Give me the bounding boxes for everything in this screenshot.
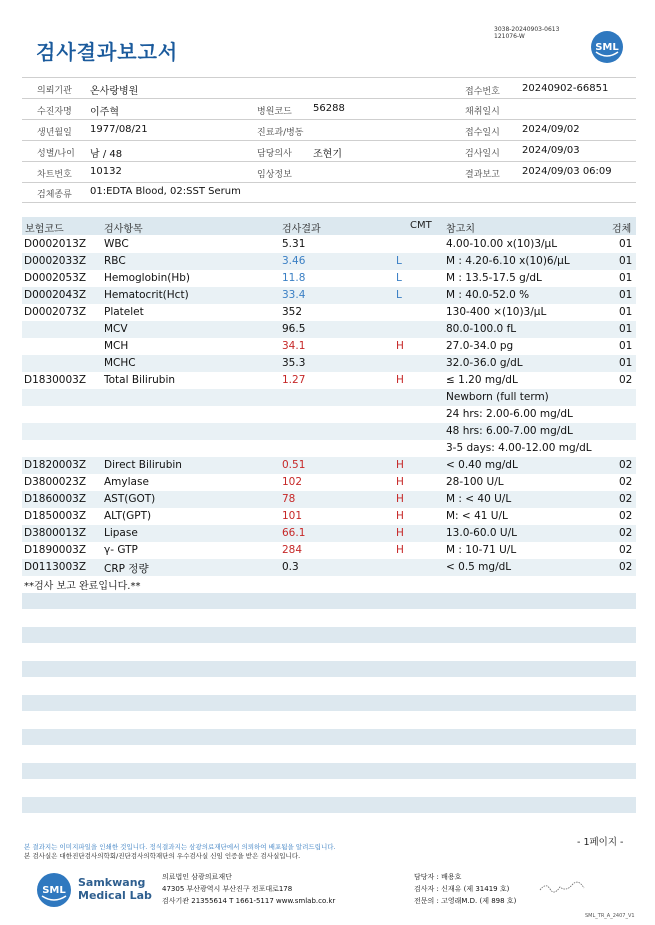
staff-manager: 담당자 : 배용호: [414, 873, 462, 881]
institution-value: 온사랑병원: [90, 86, 139, 97]
form-code: SML_TR_A_2407_V1: [585, 913, 635, 919]
cell-code: D0113003Z: [24, 561, 87, 573]
sex-age-label: 성별/나이: [37, 149, 75, 159]
cell-specimen: 01: [619, 272, 633, 284]
hospital-code-label: 병원코드: [257, 107, 292, 117]
cell-ref: 3-5 days: 4.00-12.00 mg/dL: [446, 442, 592, 454]
cell-ref: < 0.5 mg/dL: [446, 561, 512, 573]
cell-specimen: 02: [619, 493, 633, 505]
institution-label: 의뢰기관: [37, 86, 72, 96]
staff-tester: 검사자 : 신재유 (제 31419 호): [414, 885, 510, 893]
patient-value: 이주혁: [90, 107, 119, 118]
hospital-code-value: 56288: [313, 103, 345, 114]
cell-specimen: 01: [619, 289, 633, 301]
notice-image: 본 결과지는 이미지파일을 인쇄한 것입니다. 정식결과지는 삼광의료재단에서 의뢰하여 배포됨을 알려드립니다.: [24, 843, 336, 851]
cell-flag: H: [396, 527, 404, 539]
cell-ref: 13.0-60.0 U/L: [446, 527, 517, 539]
cell-item: ALT(GPT): [104, 510, 152, 522]
document-id: 3038-20240903-0613 121076-W: [494, 26, 560, 40]
cell-ref: 32.0-36.0 g/dL: [446, 357, 523, 369]
cell-item: Hemoglobin(Hb): [104, 272, 191, 284]
cell-code: D0002053Z: [24, 272, 87, 284]
notice-accreditation: 본 검사실은 대한진단검사의학회/진단검사의학재단의 우수검사실 신임 인증을 받은 검사실입니다.: [24, 852, 301, 860]
report-date-value: 2024/09/03 06:09: [522, 166, 612, 177]
cell-flag: H: [396, 340, 404, 352]
cell-item: MCH: [104, 340, 129, 352]
cell-specimen: 02: [619, 544, 633, 556]
cell-ref: M : 10-71 U/L: [446, 544, 517, 556]
cell-code: D3800013Z: [24, 527, 87, 539]
cell-item: Lipase: [104, 527, 138, 539]
empty-row-band: [22, 627, 636, 643]
cell-specimen: 02: [619, 527, 633, 539]
cell-result: 11.8: [282, 272, 306, 284]
col-cmt-header: CMT: [410, 220, 432, 231]
cell-item: Total Bilirubin: [104, 374, 176, 386]
brand-name: Samkwang Medical Lab: [78, 876, 152, 902]
cell-code: D1830003Z: [24, 374, 87, 386]
cell-ref: 27.0-34.0 pg: [446, 340, 514, 352]
cell-code: D3800023Z: [24, 476, 87, 488]
cell-ref: 4.00-10.00 x(10)3/μL: [446, 238, 558, 250]
doctor-label: 담당의사: [257, 149, 292, 159]
cell-code: D1890003Z: [24, 544, 87, 556]
cell-result: 352: [282, 306, 303, 318]
cell-ref: 130-400 ×(10)3/μL: [446, 306, 547, 318]
cell-result: 33.4: [282, 289, 306, 301]
cell-specimen: 02: [619, 374, 633, 386]
cell-code: D1820003Z: [24, 459, 87, 471]
cell-ref: Newborn (full term): [446, 391, 549, 403]
sml-logo-icon: [590, 30, 624, 64]
cell-ref: M : 40.0-52.0 %: [446, 289, 530, 301]
report-title: 검사결과보고서: [36, 40, 179, 64]
cell-specimen: 02: [619, 476, 633, 488]
org-contact: 검사기관 21355614 T 1661-5117 www.smlab.co.kr: [162, 897, 336, 905]
specimen-label: 검체종류: [37, 190, 72, 200]
empty-row-band: [22, 695, 636, 711]
receipt-date-label: 접수일시: [465, 128, 500, 138]
cell-item: WBC: [104, 238, 129, 250]
staff-specialist: 전문의 : 고영래M.D. (제 898 호): [414, 897, 517, 905]
collect-date-label: 채취일시: [465, 107, 500, 117]
empty-row-band: [22, 593, 636, 609]
receipt-no-label: 접수번호: [465, 87, 500, 97]
cell-result: 0.51: [282, 459, 306, 471]
cell-specimen: 02: [619, 459, 633, 471]
cell-item: CRP 정량: [104, 563, 149, 575]
cell-flag: H: [396, 544, 404, 556]
cell-specimen: 01: [619, 238, 633, 250]
cell-result: 35.3: [282, 357, 306, 369]
receipt-no-value: 20240902-66851: [522, 83, 609, 94]
patient-label: 수진자명: [37, 107, 72, 117]
cell-flag: H: [396, 459, 404, 471]
cell-specimen: 02: [619, 510, 633, 522]
cell-item: MCHC: [104, 357, 136, 369]
test-date-label: 검사일시: [465, 149, 500, 159]
empty-row-band: [22, 729, 636, 745]
report-date-label: 결과보고: [465, 170, 500, 180]
cell-result: 34.1: [282, 340, 306, 352]
test-date-value: 2024/09/03: [522, 145, 580, 156]
cell-result: 284: [282, 544, 303, 556]
cell-item: Amylase: [104, 476, 149, 488]
dob-value: 1977/08/21: [90, 124, 148, 135]
cell-code: D0002073Z: [24, 306, 87, 318]
chart-no-label: 차트번호: [37, 170, 72, 180]
page-number: - 1페이지 -: [577, 837, 624, 848]
cell-flag: H: [396, 476, 404, 488]
cell-result: 101: [282, 510, 303, 522]
cell-item: Hematocrit(Hct): [104, 289, 189, 301]
empty-row-band: [22, 797, 636, 813]
chart-no-value: 10132: [90, 166, 122, 177]
cell-item: RBC: [104, 255, 126, 267]
cell-code: D0002013Z: [24, 238, 87, 250]
cell-result: 96.5: [282, 323, 306, 335]
cell-ref: M: < 41 U/L: [446, 510, 508, 522]
cell-specimen: 02: [619, 561, 633, 573]
cell-ref: 80.0-100.0 fL: [446, 323, 517, 335]
empty-row-band: [22, 763, 636, 779]
cell-flag: L: [396, 289, 402, 301]
cell-result: 5.31: [282, 238, 306, 250]
cell-ref: < 0.40 mg/dL: [446, 459, 518, 471]
svg-text:SML: SML: [595, 42, 619, 53]
cell-specimen: 01: [619, 357, 633, 369]
cell-item: Direct Bilirubin: [104, 459, 182, 471]
cell-ref: M : < 40 U/L: [446, 493, 512, 505]
cell-specimen: 01: [619, 255, 633, 267]
col-item-header: 검사항목: [104, 224, 143, 235]
cell-specimen: 01: [619, 323, 633, 335]
specimen-value: 01:EDTA Blood, 02:SST Serum: [90, 186, 241, 197]
doctor-value: 조현기: [313, 149, 342, 160]
dept-label: 진료과/병동: [257, 128, 304, 138]
cell-flag: H: [396, 493, 404, 505]
cell-flag: H: [396, 510, 404, 522]
clinical-label: 임상정보: [257, 170, 292, 180]
svg-text:SML: SML: [42, 885, 66, 896]
cell-flag: L: [396, 272, 402, 284]
col-result-header: 검사결과: [282, 224, 321, 235]
cell-item: γ- GTP: [104, 544, 138, 556]
cell-code: D0002033Z: [24, 255, 87, 267]
cell-ref: ≤ 1.20 mg/dL: [446, 374, 518, 386]
cell-item: MCV: [104, 323, 128, 335]
cell-result: 78: [282, 493, 296, 505]
report-complete-note: **검사 보고 완료입니다.**: [24, 581, 141, 592]
cell-result: 102: [282, 476, 303, 488]
sex-age-value: 남 / 48: [90, 149, 123, 160]
receipt-date-value: 2024/09/02: [522, 124, 580, 135]
cell-result: 3.46: [282, 255, 306, 267]
org-name: 의료법인 삼광의료재단: [162, 873, 232, 881]
col-specimen-header: 검체: [612, 224, 632, 235]
cell-result: 0.3: [282, 561, 299, 573]
cell-ref: 28-100 U/L: [446, 476, 504, 488]
col-ref-header: 참고치: [446, 224, 475, 235]
sml-footer-logo-icon: [36, 872, 72, 908]
dob-label: 생년월일: [37, 128, 72, 138]
cell-code: D1860003Z: [24, 493, 87, 505]
cell-ref: 48 hrs: 6.00-7.00 mg/dL: [446, 425, 573, 437]
cell-code: D0002043Z: [24, 289, 87, 301]
cell-result: 1.27: [282, 374, 306, 386]
cell-ref: 24 hrs: 2.00-6.00 mg/dL: [446, 408, 573, 420]
cell-result: 66.1: [282, 527, 306, 539]
cell-specimen: 01: [619, 306, 633, 318]
signature-icon: [538, 880, 588, 894]
cell-flag: H: [396, 374, 404, 386]
cell-specimen: 01: [619, 340, 633, 352]
cell-ref: M : 13.5-17.5 g/dL: [446, 272, 542, 284]
empty-row-band: [22, 661, 636, 677]
cell-item: Platelet: [104, 306, 144, 318]
cell-flag: L: [396, 255, 402, 267]
cell-item: AST(GOT): [104, 493, 156, 505]
col-code-header: 보험코드: [25, 224, 64, 235]
org-address: 47305 부산광역시 부산진구 전포대로178: [162, 885, 293, 893]
cell-ref: M : 4.20-6.10 x(10)6/μL: [446, 255, 570, 267]
cell-code: D1850003Z: [24, 510, 87, 522]
